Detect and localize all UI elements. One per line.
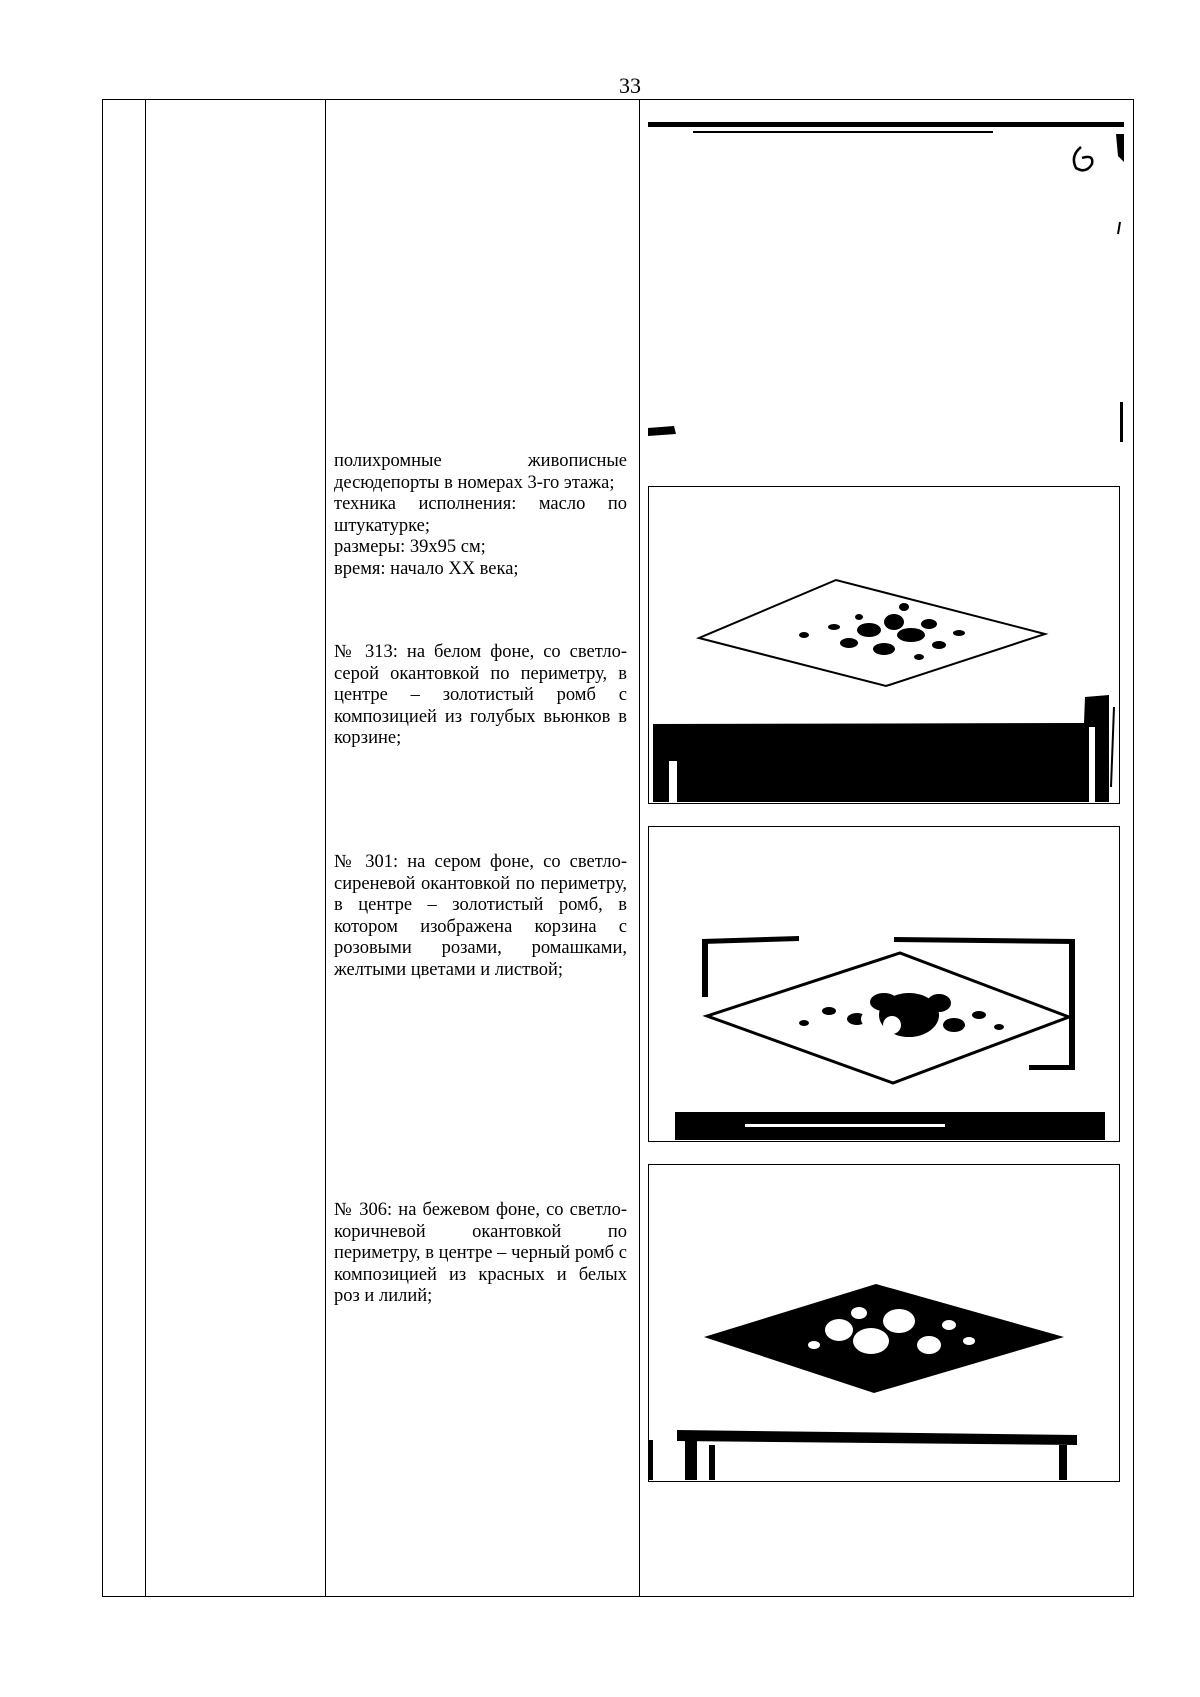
item-306-description: № 306: на бежевом фоне, со светло-коричневой окантовкой по периметру, в центре – черный ромб с композицией из красных и белых роз и лилий; [334, 1200, 627, 1306]
column-divider [145, 100, 146, 1596]
description-line: техника исполнения: масло по штукатурке; [334, 494, 627, 536]
photo-313 [648, 486, 1120, 804]
page-number: 33 [619, 73, 641, 98]
column-divider [639, 100, 640, 1596]
item-301-description: № 301: на сером фоне, со светло-сиреневой окантовкой по периметру, в центре – золотистый ромб, в котором изображена корзина с розовыми розами, ромашками, желтыми цветами и листвой; [334, 852, 627, 980]
handwritten-mark-6-icon [1074, 147, 1092, 170]
photo-306 [648, 1164, 1120, 1482]
general-description [334, 451, 627, 580]
photo-continued-top [648, 122, 1124, 446]
column-divider [325, 100, 326, 1596]
description-line: полихромные живописные десюдепорты в номерах 3-го этажа; [334, 451, 627, 493]
item-313-description: № 313: на белом фоне, со светло-серой окантовкой по периметру, в центре – золотистый ромб с композицией из голубых вьюнков в корзине; [334, 642, 627, 748]
photo-301 [648, 826, 1120, 1142]
description-line: время: начало XX века; [334, 558, 519, 579]
description-line: размеры: 39х95 см; [334, 537, 486, 557]
